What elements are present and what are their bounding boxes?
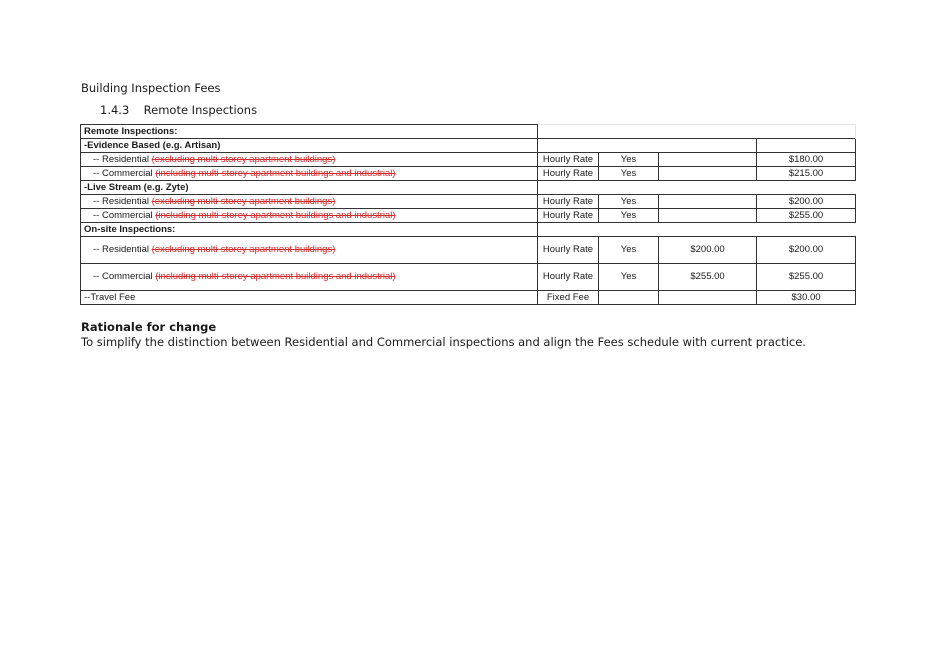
subsection-title: Remote Inspections xyxy=(143,103,258,117)
table-row xyxy=(81,223,856,237)
deleted-text: (including multi-storey apartment buildings and industrial) xyxy=(155,209,396,221)
rationale-title: Rationale for change xyxy=(81,320,217,334)
gst-cell: Yes xyxy=(599,167,659,181)
table-row xyxy=(81,264,856,291)
deleted-text: (excluding multi-storey apartment buildings) xyxy=(151,153,336,165)
table-row xyxy=(81,139,856,153)
table-row xyxy=(81,153,856,167)
row-label: -- Commercial (including multi-storey apartment buildings and industrial) xyxy=(81,167,538,181)
basis-cell: Hourly Rate xyxy=(538,264,599,291)
current-fee-cell: $255.00 xyxy=(659,264,757,291)
deleted-text: (excluding multi-storey apartment buildings) xyxy=(151,195,336,207)
current-fee-cell xyxy=(659,209,757,223)
gst-cell xyxy=(599,291,659,305)
gst-cell: Yes xyxy=(599,209,659,223)
current-fee-cell xyxy=(659,153,757,167)
gst-cell: Yes xyxy=(599,195,659,209)
group-evidence-based: -Evidence Based (e.g. Artisan) xyxy=(81,139,538,153)
basis-cell: Hourly Rate xyxy=(538,167,599,181)
section-title: Building Inspection Fees xyxy=(81,81,221,95)
proposed-fee-cell: $200.00 xyxy=(757,195,856,209)
proposed-fee-cell: $255.00 xyxy=(757,209,856,223)
basis-cell: Hourly Rate xyxy=(538,153,599,167)
section-heading-onsite: On-site Inspections: xyxy=(81,223,538,237)
row-label: -- Commercial (including multi-storey apartment buildings and industrial) xyxy=(81,264,538,291)
table-row xyxy=(81,181,856,195)
table-row xyxy=(81,167,856,181)
current-fee-cell xyxy=(659,167,757,181)
basis-cell: Hourly Rate xyxy=(538,237,599,264)
row-label: -- Commercial (including multi-storey apartment buildings and industrial) xyxy=(81,209,538,223)
row-label: -- Residential (excluding multi-storey apartment buildings) xyxy=(81,153,538,167)
proposed-fee-cell: $215.00 xyxy=(757,167,856,181)
gst-cell: Yes xyxy=(599,237,659,264)
section-heading-remote: Remote Inspections: xyxy=(81,125,538,139)
deleted-text: (excluding multi-storey apartment buildings) xyxy=(151,244,336,255)
basis-cell: Hourly Rate xyxy=(538,209,599,223)
current-fee-cell xyxy=(659,291,757,305)
basis-cell: Hourly Rate xyxy=(538,195,599,209)
fees-table xyxy=(80,124,856,305)
deleted-text: (including multi-storey apartment buildings and industrial) xyxy=(155,271,396,282)
subsection-heading xyxy=(100,103,257,117)
proposed-fee-cell: $200.00 xyxy=(757,237,856,264)
deleted-text: (including multi-storey apartment buildings and industrial) xyxy=(155,167,396,179)
table-row xyxy=(81,209,856,223)
table-row xyxy=(81,237,856,264)
rationale-text: To simplify the distinction between Residential and Commercial inspections and align the Fees schedule with current practice. xyxy=(81,335,806,349)
gst-cell: Yes xyxy=(599,264,659,291)
group-live-stream: -Live Stream (e.g. Zyte) xyxy=(81,181,538,195)
current-fee-cell xyxy=(659,195,757,209)
proposed-fee-cell: $180.00 xyxy=(757,153,856,167)
basis-cell: Fixed Fee xyxy=(538,291,599,305)
table-row xyxy=(81,195,856,209)
row-label: -- Residential (excluding multi-storey apartment buildings) xyxy=(81,237,538,264)
table-row xyxy=(81,291,856,305)
row-label: --Travel Fee xyxy=(81,291,538,305)
gst-cell: Yes xyxy=(599,153,659,167)
current-fee-cell: $200.00 xyxy=(659,237,757,264)
table-row xyxy=(81,125,856,139)
subsection-number: 1.4.3 xyxy=(100,103,130,117)
proposed-fee-cell: $255.00 xyxy=(757,264,856,291)
row-label: -- Residential (excluding multi-storey apartment buildings) xyxy=(81,195,538,209)
proposed-fee-cell: $30.00 xyxy=(757,291,856,305)
